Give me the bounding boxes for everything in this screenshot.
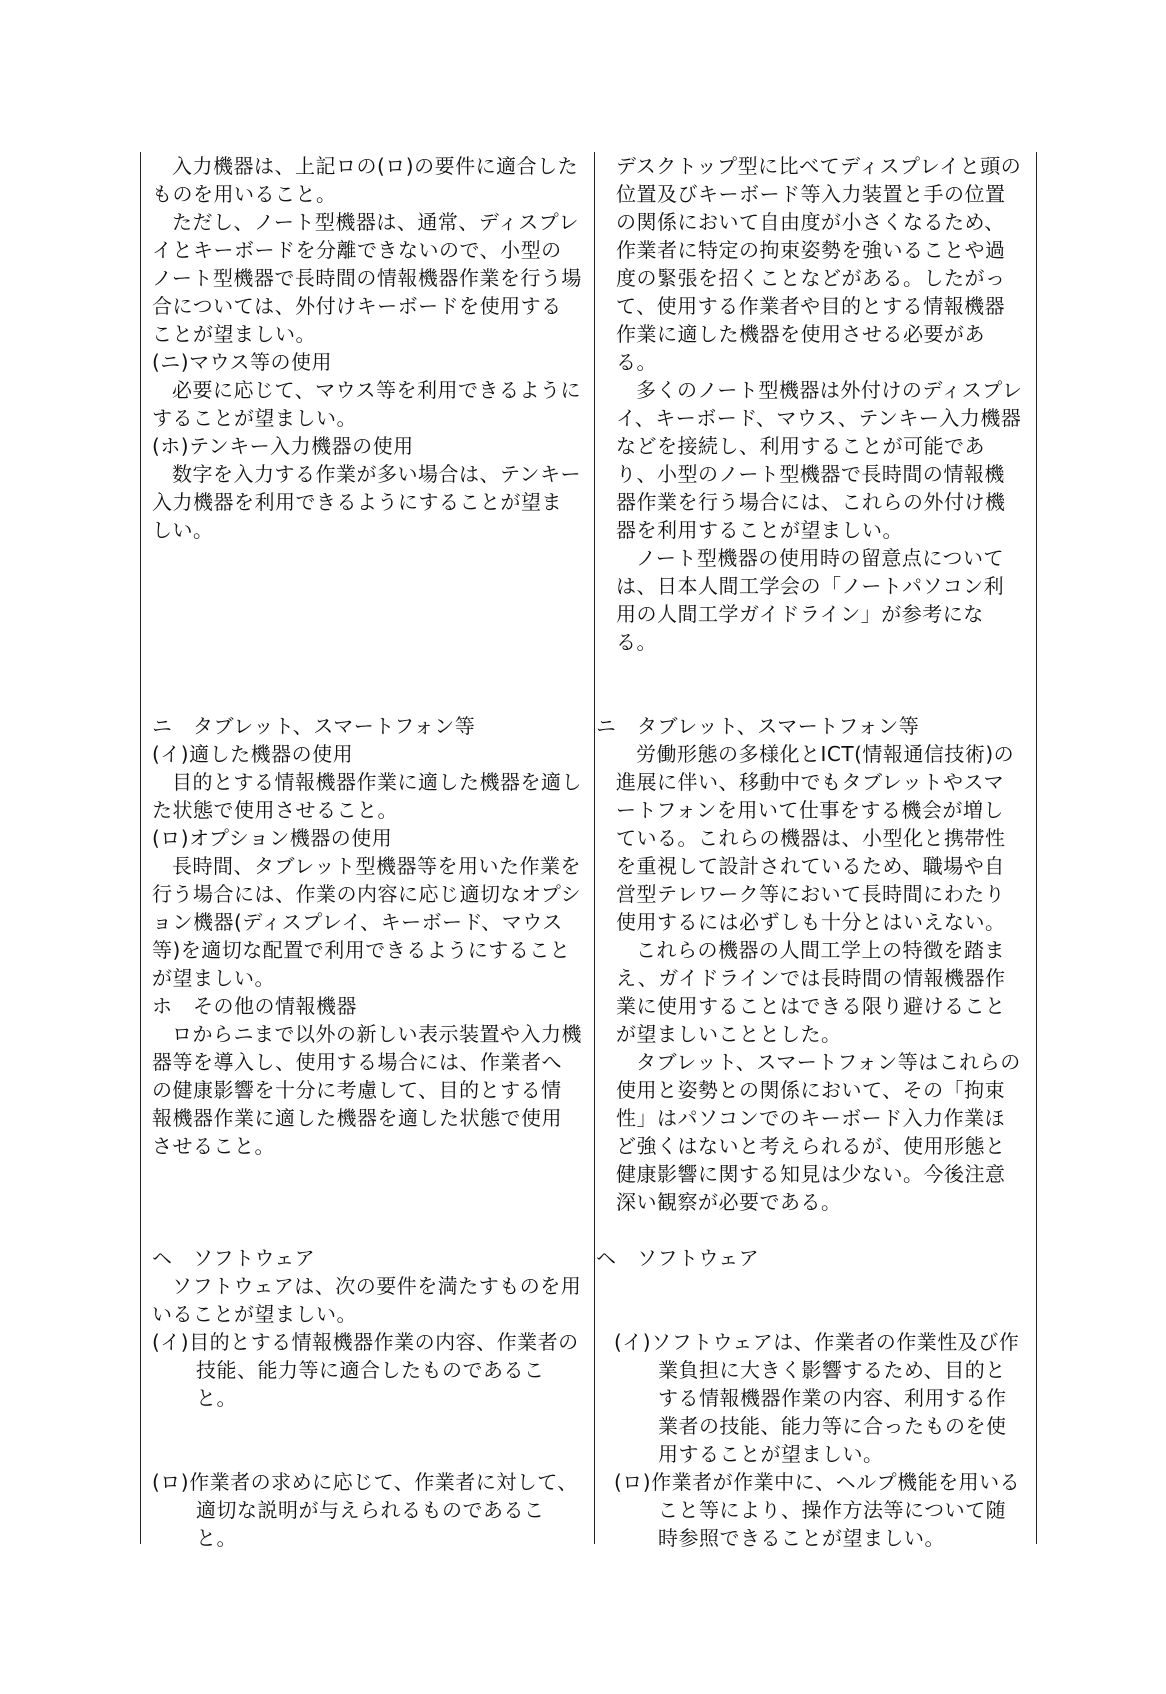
right-section-heading: ヘ ソフトウェア [596,1246,760,1270]
right-paragraph: 多くのノート型機器は外付けのディスプレイ、キーボード、マウス、テンキー入力機器などを接続し、利用することが可能であり、小型のノート型機器で長時間の情報機器作業を行う場合には、これらの外付け機器を利用することが望ましい。 [616,378,1023,542]
left-block-input-devices [152,152,582,544]
right-block-notebook [616,152,1024,656]
left-paragraph: 目的とする情報機器作業に適した機器を適した状態で使用させること。 [152,770,582,822]
left-section-heading: ホ その他の情報機器 [152,994,357,1018]
right-list-item: (ロ)作業者が作業中に、ヘルプ機能を用いること等により、操作方法等について随時参照できることが望ましい。 [614,1470,1021,1550]
right-list-item: (イ)ソフトウェアは、作業者の作業性及び作業負担に大きく影響するため、目的とする情報機器作業の内容、利用する作業者の技能、能力等に合ったものを使用することが望ましい。 [614,1330,1020,1466]
left-section-heading: ニ タブレット、スマートフォン等 [152,714,476,738]
right-border-line [1036,152,1037,1544]
left-block-software [152,1244,582,1552]
right-paragraph: これらの機器の人間工学上の特徴を踏まえ、ガイドラインでは長時間の情報機器作業に使用することはできる限り避けることが望ましいこととした。 [616,938,1006,1046]
left-paragraph: 必要に応じて、マウス等を利用できるようにすることが望ましい。 [152,378,581,430]
left-paragraph: 入力機器は、上記ロの(ロ)の要件に適合したものを用いること。 [152,154,579,206]
right-paragraph: デスクトップ型に比べてディスプレイと頭の位置及びキーボード等入力装置と手の位置の関係において自由度が小さくなるため、作業者に特定の拘束姿勢を強いることや過度の緊張を招くことなどがある。したがって、使用する作業者や目的とする情報機器作業に適した機器を使用させる必要がある。 [616,154,1022,374]
column-divider-line [594,152,595,1544]
right-section-heading: ニ タブレット、スマートフォン等 [596,714,920,738]
left-border-line [140,152,141,1544]
left-subheading: (ニ)マウス等の使用 [152,350,333,374]
right-paragraph: ノート型機器の使用時の留意点については、日本人間工学会の「ノートパソコン利用の人間工学ガイドライン」が参考になる。 [616,546,1005,654]
right-block-software [596,1244,1024,1552]
left-paragraph: 数字を入力する作業が多い場合は、テンキー入力機器を利用できるようにすることが望ましい。 [152,462,581,542]
left-section-heading: ヘ ソフトウェア [152,1246,316,1270]
right-paragraph: タブレット、スマートフォン等はこれらの使用と姿勢との関係において、その「拘束性」はパソコンでのキーボード入力作業ほど強くはないと考えられるが、使用形態と健康影響に関する知見は少ない。今後注意深い観察が必要である。 [616,1050,1021,1214]
left-list-item: (イ)目的とする情報機器作業の内容、作業者の技能、能力等に適合したものであること。 [152,1330,579,1410]
right-block-tablet [596,712,1024,1216]
right-paragraph: 労働形態の多様化とICT(情報通信技術)の進展に伴い、移動中でもタブレットやスマートフォンを用いて仕事をする機会が増している。これらの機器は、小型化と携帯性を重視して設計されているため、職場や自営型テレワーク等において長時間にわたり使用するには必ずしも十分とはいえない。 [616,742,1015,934]
left-paragraph: ロからニまで以外の新しい表示装置や入力機器等を導入し、使用する場合には、作業者への健康影響を十分に考慮して、目的とする情報機器作業に適した機器を適した状態で使用させること。 [152,1022,582,1158]
left-subheading: (ロ)オプション機器の使用 [152,826,393,850]
left-block-tablet [152,712,582,1160]
left-subheading: (ホ)テンキー入力機器の使用 [152,434,414,458]
left-paragraph: ただし、ノート型機器は、通常、ディスプレイとキーボードを分離できないので、小型のノート型機器で長時間の情報機器作業を行う場合については、外付けキーボードを使用することが望ましい。 [152,210,582,346]
left-list-item: (ロ)作業者の求めに応じて、作業者に対して、適切な説明が与えられるものであること。 [152,1470,578,1550]
left-paragraph: 長時間、タブレット型機器等を用いた作業を行う場合には、作業の内容に応じ適切なオプション機器(ディスプレイ、キーボード、マウス等)を適切な配置で利用できるようにすることが望ましい。 [152,854,582,990]
left-subheading: (イ)適した機器の使用 [152,742,354,766]
left-paragraph: ソフトウェアは、次の要件を満たすものを用いることが望ましい。 [152,1274,582,1326]
